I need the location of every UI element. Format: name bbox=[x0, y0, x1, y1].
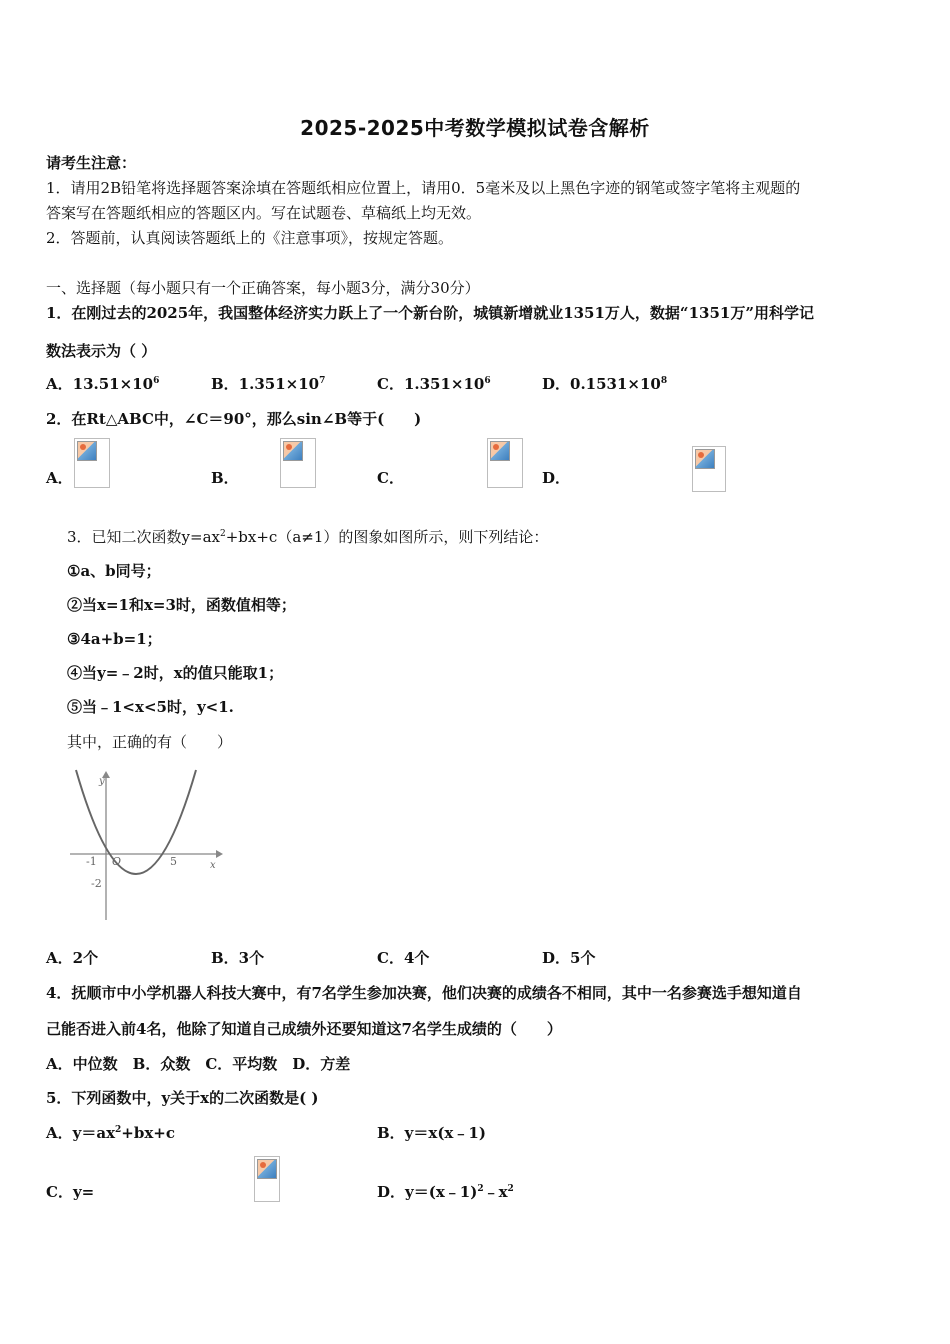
x-axis-label: x bbox=[210, 860, 216, 871]
q3-statement-3: ③4a+b=1； bbox=[67, 630, 162, 648]
q3-option-a: A．2个 bbox=[46, 949, 99, 967]
notice-line-1: 1．请用2B铅笔将选择题答案涂填在答题纸相应位置上，请用0．5毫米及以上黑色字迹的钢笔或签字笔将主观题的 bbox=[46, 179, 801, 197]
q2-option-c: C． bbox=[377, 469, 404, 487]
q2-option-a: A． bbox=[46, 469, 73, 487]
q1-option-a: A．$13.51\times 10^6$ bbox=[46, 375, 160, 393]
page-title: 2025-2025中考数学模拟试卷含解析 bbox=[300, 116, 650, 140]
q1-option-d: D．$0.1531\times 10^8$ bbox=[542, 375, 668, 393]
q2-option-c-image bbox=[487, 438, 523, 488]
q3-statement-4: ④当y=﹣2时，x的值只能取1； bbox=[67, 664, 284, 682]
x-axis-arrow bbox=[216, 850, 223, 858]
q2-option-d: D． bbox=[542, 469, 571, 487]
notice-line-3: 2．答题前，认真阅读答题纸上的《注意事项》，按规定答题。 bbox=[46, 229, 454, 247]
q5-option-a: A．$y=ax^2+bx+c$ bbox=[46, 1124, 175, 1142]
q5-option-c: C．y= bbox=[46, 1183, 95, 1201]
q1-stem-line2: 数法表示为（ ） bbox=[46, 342, 157, 360]
q5-option-d: D．$y=(x﹣1)^2﹣x^2$ bbox=[377, 1183, 514, 1201]
y-axis-label: y bbox=[99, 776, 105, 787]
q2-option-a-image bbox=[74, 438, 110, 488]
q4-options: A．中位数 B．众数 C．平均数 D．方差 bbox=[46, 1055, 351, 1073]
q5-option-c-image bbox=[254, 1156, 280, 1202]
section-heading: 一、选择题（每小题只有一个正确答案，每小题3分，满分30分） bbox=[46, 279, 480, 297]
origin-label: O bbox=[112, 855, 122, 868]
q2-option-b-image bbox=[280, 438, 316, 488]
q2-stem: 2．在Rt△ABC中，∠C＝90°，那么sin∠B等于( ) bbox=[46, 410, 422, 428]
q3-question: 其中，正确的有（ ） bbox=[67, 733, 233, 751]
q3-statement-2: ②当x=1和x=3时，函数值相等； bbox=[67, 596, 296, 614]
x-intercept-neg-one: -1 bbox=[86, 855, 97, 868]
q3-option-d: D．5个 bbox=[542, 949, 596, 967]
q3-parabola-graph bbox=[66, 768, 226, 924]
q3-option-b: B．3个 bbox=[211, 949, 265, 967]
notice-heading: 请考生注意： bbox=[46, 154, 137, 172]
q1-stem-line1: 1．在刚过去的2025年，我国整体经济实力跃上了一个新台阶，城镇新增就业1351万人，数据“1351万”用科学记 bbox=[46, 304, 814, 322]
x-intercept-five: 5 bbox=[170, 855, 177, 868]
q5-stem: 5．下列函数中，y关于x的二次函数是( ) bbox=[46, 1089, 319, 1107]
notice-line-2: 答案写在答题纸相应的答题区内。写在试题卷、草稿纸上均无效。 bbox=[46, 204, 482, 222]
q2-option-b: B． bbox=[211, 469, 239, 487]
q4-stem-line2: 己能否进入前4名，他除了知道自己成绩外还要知道这7名学生成绩的（ ） bbox=[46, 1020, 562, 1038]
q2-option-d-image bbox=[692, 446, 726, 492]
y-intercept-neg-two: -2 bbox=[91, 877, 102, 890]
q3-statement-1: ①a、b同号； bbox=[67, 562, 161, 580]
q3-statement-5: ⑤当﹣1<x<5时，y<1. bbox=[67, 698, 234, 716]
q3-option-c: C．4个 bbox=[377, 949, 430, 967]
q1-option-b: B．$1.351\times 10^7$ bbox=[211, 375, 326, 393]
q1-option-c: C．$1.351\times 10^6$ bbox=[377, 375, 491, 393]
q5-option-b: B．y＝x(x﹣1) bbox=[377, 1124, 486, 1142]
q4-stem-line1: 4．抚顺市中小学机器人科技大赛中，有7名学生参加决赛，他们决赛的成绩各不相同，其中一名参赛选手想知道自 bbox=[46, 984, 802, 1002]
q3-stem: 3．已知二次函数$y=ax^2+bx+c(a\ne 1)$的图象如图所示，则下列结论： bbox=[67, 528, 549, 546]
